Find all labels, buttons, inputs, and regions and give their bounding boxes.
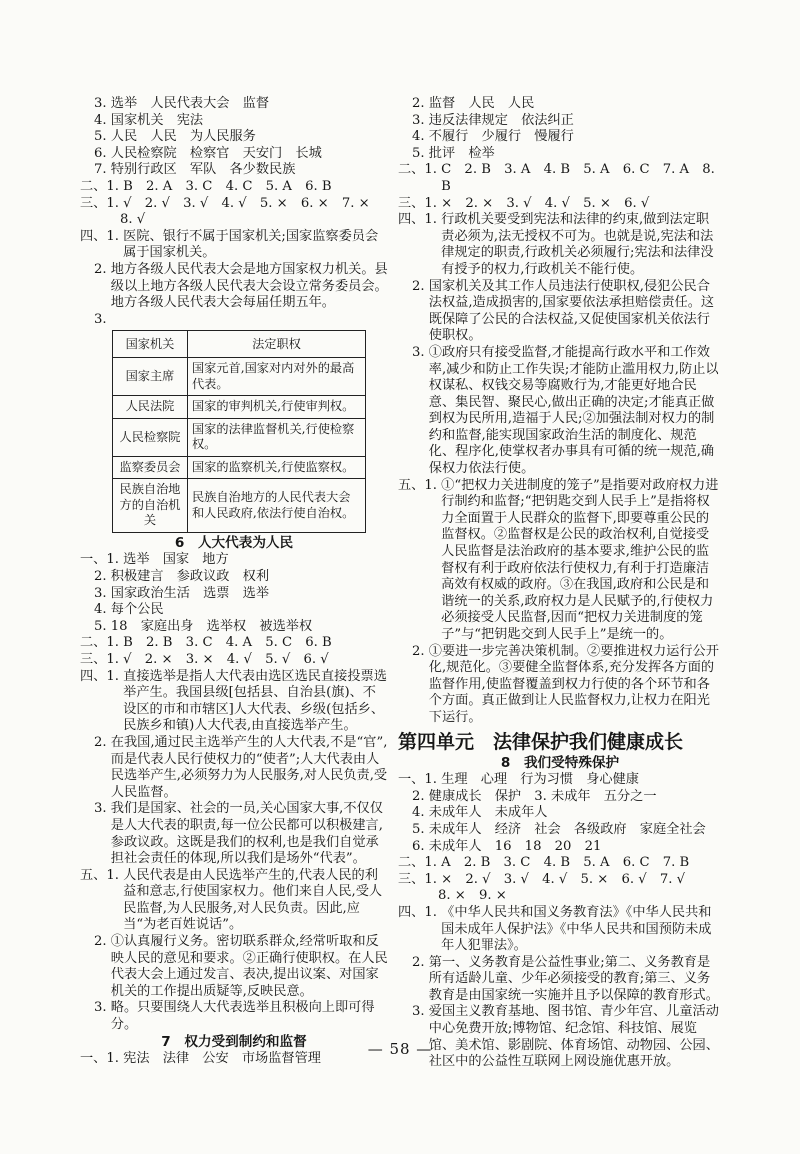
- answer-number: 3.: [94, 311, 111, 327]
- answer-number: 5.: [412, 821, 429, 837]
- answer-line: [398, 822, 722, 839]
- right-top-answers: [398, 96, 722, 727]
- answer-line: [398, 772, 722, 789]
- answer-text: [111, 312, 388, 329]
- lesson7-title: 7 权力受到制约和监督: [161, 1033, 307, 1050]
- answer-number: 3.: [412, 344, 429, 360]
- table-row: [113, 418, 366, 456]
- answer-line: [398, 1004, 722, 1070]
- answer-text: 国家政治生活 选票 选举: [110, 585, 270, 601]
- answer-line: [80, 669, 388, 735]
- left-column: [80, 96, 388, 1068]
- answer-number: 3.: [412, 1004, 429, 1020]
- lesson8-title: 8 我们受特殊保护: [500, 754, 620, 771]
- answer-text: 略。只要围绕人大代表选举且积极向上即可得分。: [110, 1000, 375, 1033]
- answer-line: [398, 955, 722, 1005]
- power-cell: 国家的监察机关,行使监察权。: [188, 456, 366, 479]
- answer-number: 一、1.: [80, 552, 124, 568]
- answer-number: 二、1.: [398, 162, 442, 178]
- organ-cell: 民族自治地方的自治机关: [113, 479, 188, 533]
- answer-text: 行政机关要受到宪法和法律的约束,做到法定职责必须为,法无授权不可为。也就是说,宪法和法律规定的职责,行政机关必须履行;宪法和法律没有授予的权力,行政机关不能行使。: [441, 212, 714, 277]
- answer-line: [80, 552, 388, 569]
- answer-text: × 2. √ 3. √ 4. √ 5. × 6. √ 7. √: [441, 871, 686, 887]
- lesson6-answers: [80, 552, 388, 1033]
- answer-number: 三、1.: [398, 195, 442, 211]
- answer-line: [80, 619, 388, 636]
- organ-cell: 国家主席: [113, 358, 188, 396]
- answer-number: 三、1.: [80, 195, 124, 211]
- answer-line: [80, 262, 388, 312]
- organ-cell: 监察委员会: [113, 456, 188, 479]
- answer-number: 五、1.: [398, 477, 442, 493]
- answer-number: 4.: [412, 129, 429, 145]
- table-body: [113, 358, 366, 533]
- answer-line: [80, 312, 388, 329]
- answer-text: 不履行 少履行 慢履行: [428, 129, 574, 145]
- power-cell: 民族自治地方的人民代表大会和人民政府,依法行使自治权。: [188, 479, 366, 533]
- table-header-power: 法定职权: [188, 331, 366, 358]
- answer-number: 一、1.: [398, 772, 442, 788]
- answer-line: [80, 96, 388, 113]
- table-row: [113, 456, 366, 479]
- answer-number: 5.: [412, 145, 429, 161]
- answer-text: 第一、义务教育是公益性事业;第二、义务教育是所有适龄儿童、少年必须接受的教育;第三、义务教育是由国家统一实施并且予以保障的教育形式。: [428, 954, 719, 1003]
- answer-line: [80, 129, 388, 146]
- answer-text: 健康成长 保护 3. 未成年 五分之一: [428, 788, 657, 804]
- answer-text: 监督 人民 人民: [428, 96, 535, 111]
- answer-number: 2.: [94, 569, 111, 584]
- answer-text: 在我国,通过民主选举产生的人大代表,不是“官”,而是代表人民行使权力的“使者”;人大代表由人民选举产生,必须努力为人民服务,对人民负责,受人民监督。: [110, 734, 388, 800]
- answer-text: 未成年人 经济 社会 各级政府 家庭全社会: [428, 821, 706, 837]
- answer-text: 违反法律规定 依法纠正: [428, 112, 574, 128]
- answer-line: [80, 602, 388, 619]
- answer-text: ①“把权力关进制度的笼子”是指要对政府权力进行制约和监督;“把钥匙交到人民手上”是指将权力全面置于人民群众的监督下,即要尊重公民的监督权。②监督权是公民的政治权利,自觉接受人民监督是法治政府的基本要求,维护公民的监督权有利于政府依法行使权力,有利于打造廉洁高效有权威的政府。③在我国,政府和公民是和谐统一的关系,政府权力是人民赋予的,行使权力必须接受人民监督,因而“把权力关进制度的笼子”与“把钥匙交到人民手上”是统一的。: [441, 477, 719, 642]
- answer-text: √ 2. × 3. × 4. √ 5. √ 6. √: [123, 651, 329, 667]
- organ-cell: 人民法院: [113, 396, 188, 419]
- answer-text: 积极建言 参政议政 权利: [110, 569, 270, 584]
- answer-text: √ 2. √ 3. √ 4. √ 5. × 6. × 7. ×: [123, 195, 370, 211]
- answer-text: 未成年人 未成年人: [428, 805, 548, 821]
- answer-number: 2.: [412, 788, 429, 804]
- power-cell: 国家元首,国家对内对外的最高代表。: [188, 358, 366, 396]
- answer-text: 国家机关 宪法: [110, 112, 204, 128]
- answer-text: 国家机关及其工作人员违法行使职权,侵犯公民合法权益,造成损害的,国家要依法承担赔偿责任。这既保障了公民的合法权益,又促使国家机关依法行使职权。: [428, 278, 715, 344]
- answer-line: [398, 905, 722, 955]
- answer-text: 每个公民: [110, 602, 164, 618]
- table-row: [113, 479, 366, 533]
- answer-line: [80, 868, 388, 934]
- answer-text: ①要进一步完善决策机制。②要推进权力运行公开化,规范化。③要健全监督体系,充分发挥各方面的监督作用,使监督覆盖到权力行使的各个环节和各个方面。真正做到让人民监督权力,让权力在阳光下运行。: [428, 643, 719, 725]
- answer-number: 四、1.: [80, 668, 124, 684]
- answer-number: 一、1.: [80, 1051, 124, 1067]
- answer-line: [398, 888, 722, 905]
- answer-number: 四、1.: [398, 904, 442, 920]
- answer-line: [398, 855, 722, 872]
- answer-number: 6.: [94, 145, 111, 161]
- answer-line: [398, 146, 722, 163]
- answer-line: [398, 162, 722, 195]
- answer-number: 4.: [94, 112, 111, 128]
- answer-number: 2.: [412, 96, 429, 111]
- lesson8-answers: [398, 772, 722, 1071]
- answer-line: [80, 652, 388, 669]
- answer-text: ①认真履行义务。密切联系群众,经常听取和反映人民的意见和要求。②正确行使职权。在人民代表大会上通过发言、表决,提出议案、对国家机关的工作提出质疑等,反映民意。: [110, 934, 388, 999]
- answer-text: 人民 人民 为人民服务: [110, 129, 256, 145]
- answer-number: 四、1.: [80, 228, 124, 244]
- answer-number: 3.: [94, 585, 111, 601]
- answer-text: B 2. B 3. C 4. A 5. C 6. B: [123, 635, 332, 651]
- answer-line: [80, 586, 388, 603]
- answer-line: [80, 635, 388, 652]
- answer-text: B 2. A 3. C 4. C 5. A 6. B: [123, 178, 332, 194]
- state-organ-table: [112, 330, 366, 533]
- answer-text: 医院、银行不属于国家机关;国家监察委员会属于国家机关。: [123, 228, 379, 261]
- answer-line: [80, 735, 388, 801]
- answer-number: 2.: [94, 261, 111, 277]
- answer-number: 五、1.: [80, 867, 124, 883]
- answer-number: 三、1.: [398, 871, 442, 887]
- answer-line: [80, 569, 388, 586]
- answer-line: [398, 196, 722, 213]
- answer-number: 4.: [412, 805, 429, 821]
- answer-number: 四、1.: [398, 212, 442, 228]
- answer-text: C 2. B 3. A 4. B 5. A 6. C 7. A 8. B: [441, 162, 715, 194]
- answer-number: 2.: [412, 278, 429, 294]
- answer-text: 特别行政区 军队 各少数民族: [110, 162, 296, 178]
- answer-text: 批评 检举: [428, 145, 495, 161]
- answer-text: 8. √: [120, 212, 146, 228]
- answer-text: × 2. × 3. √ 4. √ 5. × 6. √: [441, 195, 650, 211]
- answer-text: ①政府只有接受监督,才能提高行政水平和工作效率,减少和防止工作失误;才能防止滥用权力,防止以权谋私、权钱交易等腐败行为,才能更好地合民意、集民智、聚民心,做出正确的决定;才能真正做到权为民所用,造福于人民;②加强法制对权力的制约和监督,能实现国家政治生活的制度化、规范化、程序化,使掌权者办事具有可循的统一规范,确保权力依法行使。: [428, 344, 719, 477]
- table-header-organ: 国家机关: [113, 331, 188, 358]
- answer-number: 2.: [412, 643, 429, 659]
- answer-number: 二、1.: [398, 855, 442, 871]
- answer-number: 6.: [412, 838, 429, 854]
- answer-line: [80, 229, 388, 262]
- answer-line: [398, 113, 722, 130]
- answer-number: 2.: [94, 934, 111, 950]
- table-row: [113, 396, 366, 419]
- answer-number: 3.: [94, 801, 111, 817]
- answer-text: 爱国主义教育基地、图书馆、青少年宫、儿童活动中心免费开放;博物馆、纪念馆、科技馆、展览馆、美术馆、影剧院、体育场馆、动物园、公园、社区中的公益性互联网上网设施优惠开放。: [428, 1004, 719, 1070]
- answer-line: [398, 478, 722, 644]
- answer-text: 人民代表是由人民选举产生的,代表人民的利益和意志,行使国家权力。他们来自人民,受人民监督,为人民服务,对人民负责。因此,应当“为老百姓说话”。: [123, 867, 383, 933]
- answer-number: 5.: [94, 129, 111, 145]
- answer-text: 宪法 法律 公安 市场监督管理: [123, 1051, 321, 1067]
- answer-text: 直接选举是指人大代表由选区选民直接投票选举产生。我国县级[包括县、自治县(旗)、不设区的市和市辖区]人大代表、乡级(包括乡、民族乡和镇)人大代表,由直接选举产生。: [123, 668, 387, 734]
- answer-line: [398, 212, 722, 278]
- answer-line: [398, 279, 722, 345]
- answer-number: 2.: [412, 954, 429, 970]
- answer-line: [398, 129, 722, 146]
- answer-line: [398, 345, 722, 478]
- answer-text: 选举 国家 地方: [123, 552, 229, 568]
- page-number: — 58 —: [367, 1040, 433, 1058]
- answer-number: 2.: [94, 734, 111, 750]
- answer-number: 3.: [412, 112, 429, 128]
- left-top-answers: [80, 96, 388, 328]
- answer-text: 人民检察院 检察官 天安门 长城: [110, 145, 322, 161]
- answer-line: [398, 872, 722, 889]
- answer-number: 3.: [94, 1000, 111, 1016]
- answer-line: [80, 146, 388, 163]
- table-header-row: [113, 331, 366, 358]
- answer-text: 地方各级人民代表大会是地方国家权力机关。县级以上地方各级人民代表大会设立常务委员会。地方各级人民代表大会每届任期五年。: [110, 261, 388, 311]
- answer-line: [80, 801, 388, 867]
- answer-number: 4.: [94, 602, 111, 618]
- answer-line: [398, 805, 722, 822]
- answer-text: 选举 人民代表大会 监督: [110, 96, 270, 111]
- answer-text: 18 家庭出身 选举权 被选举权: [110, 618, 313, 634]
- power-cell: 国家的审判机关,行使审判权。: [188, 396, 366, 419]
- unit-title: 第四单元 法律保护我们健康成长: [398, 730, 684, 753]
- answer-number: 7.: [94, 162, 111, 178]
- lesson6-title: 6 人大代表为人民: [174, 534, 294, 551]
- answer-line: [80, 196, 388, 213]
- answer-text: 8. × 9. ×: [438, 888, 507, 904]
- table-row: [113, 358, 366, 396]
- answer-line: [80, 212, 388, 229]
- answer-line: [398, 644, 722, 727]
- answer-text: 我们是国家、社会的一员,关心国家大事,不仅仅是人大代表的职责,每一位公民都可以积极建言,参政议政。这既是我们的权利,也是我们自觉承担社会责任的体现,所以我们是场外“代表”。: [110, 801, 383, 867]
- answer-line: [80, 179, 388, 196]
- answer-line: [80, 162, 388, 179]
- power-cell: 国家的法律监督机关,行使检察权。: [188, 418, 366, 456]
- answer-line: [80, 113, 388, 130]
- answer-number: 3.: [94, 96, 111, 111]
- answer-line: [398, 789, 722, 806]
- answer-number: 三、1.: [80, 651, 124, 667]
- answer-text: A 2. B 3. C 4. B 5. A 6. C 7. B: [441, 855, 690, 871]
- answer-text: 《中华人民共和国义务教育法》《中华人民共和国未成年人保护法》《中华人民共和国预防未成年人犯罪法》。: [441, 904, 712, 954]
- answer-number: 5.: [94, 618, 111, 634]
- answer-line: [80, 1000, 388, 1033]
- organ-cell: 人民检察院: [113, 418, 188, 456]
- answer-text: 生理 心理 行为习惯 身心健康: [441, 772, 639, 788]
- answer-line: [80, 934, 388, 1000]
- answer-number: 二、1.: [80, 635, 124, 651]
- answer-number: 二、1.: [80, 178, 124, 194]
- answer-line: [398, 839, 722, 856]
- right-column: [398, 96, 722, 1071]
- answer-line: [398, 96, 722, 113]
- answer-text: 未成年人 16 18 20 21: [428, 838, 602, 854]
